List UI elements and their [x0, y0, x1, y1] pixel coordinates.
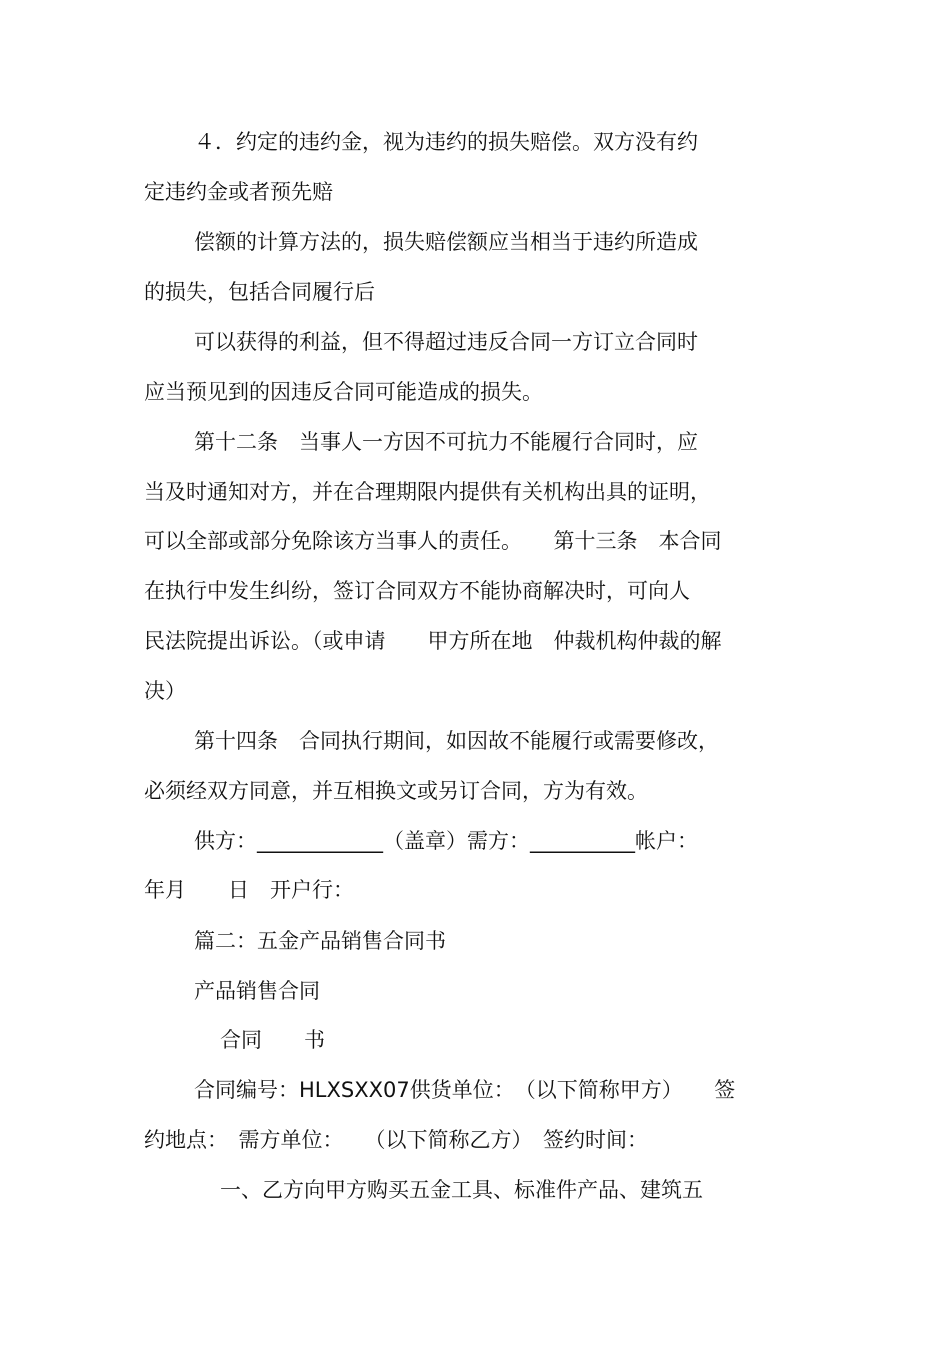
section-heading: 篇二：五金产品销售合同书: [194, 929, 446, 953]
text-line: 定违约金或者预先赔: [144, 180, 333, 204]
text-line: 当及时通知对方，并在合理期限内提供有关机构出具的证明，: [144, 480, 711, 504]
contract-parties-line: 约地点： 需方单位： （以下简称乙方） 签约时间：: [144, 1128, 648, 1152]
date-bank-line: 年月 日 开户行：: [144, 878, 354, 902]
text-line: 偿额的计算方法的，损失赔偿额应当相当于违约所造成: [194, 230, 698, 254]
text-line: 应当预见到的因违反合同可能造成的损失。: [144, 380, 543, 404]
article-14-line: 第十四条 合同执行期间，如因故不能履行或需要修改，: [194, 729, 719, 753]
text-line: ４．约定的违约金，视为违约的损失赔偿。双方没有约: [194, 130, 698, 154]
clause-1-line: 一、乙方向甲方购买五金工具、标准件产品、建筑五: [220, 1178, 703, 1202]
contract-number-line: 合同编号：HLXSXX07供货单位： （以下简称甲方） 签: [194, 1078, 736, 1102]
text-line: 必须经双方同意，并互相换文或另订合同，方为有效。: [144, 779, 648, 803]
contract-title: 产品销售合同: [194, 979, 320, 1003]
signature-fields-line: 供方：____________（盖章）需方：__________帐户：: [194, 829, 698, 853]
text-line: 可以获得的利益，但不得超过违反合同一方订立合同时: [194, 330, 698, 354]
text-line: 的损失，包括合同履行后: [144, 280, 375, 304]
article-13-line: 可以全部或部分免除该方当事人的责任。 第十三条 本合同: [144, 529, 722, 553]
text-line: 决）: [144, 679, 186, 703]
contract-subtitle: 合同 书: [220, 1028, 325, 1052]
article-12-line: 第十二条 当事人一方因不可抗力不能履行合同时，应: [194, 430, 698, 454]
text-line: 民法院提出诉讼。（或申请 甲方所在地 仲裁机构仲裁的解: [144, 629, 722, 653]
text-line: 在执行中发生纠纷，签订合同双方不能协商解决时，可向人: [144, 579, 690, 603]
